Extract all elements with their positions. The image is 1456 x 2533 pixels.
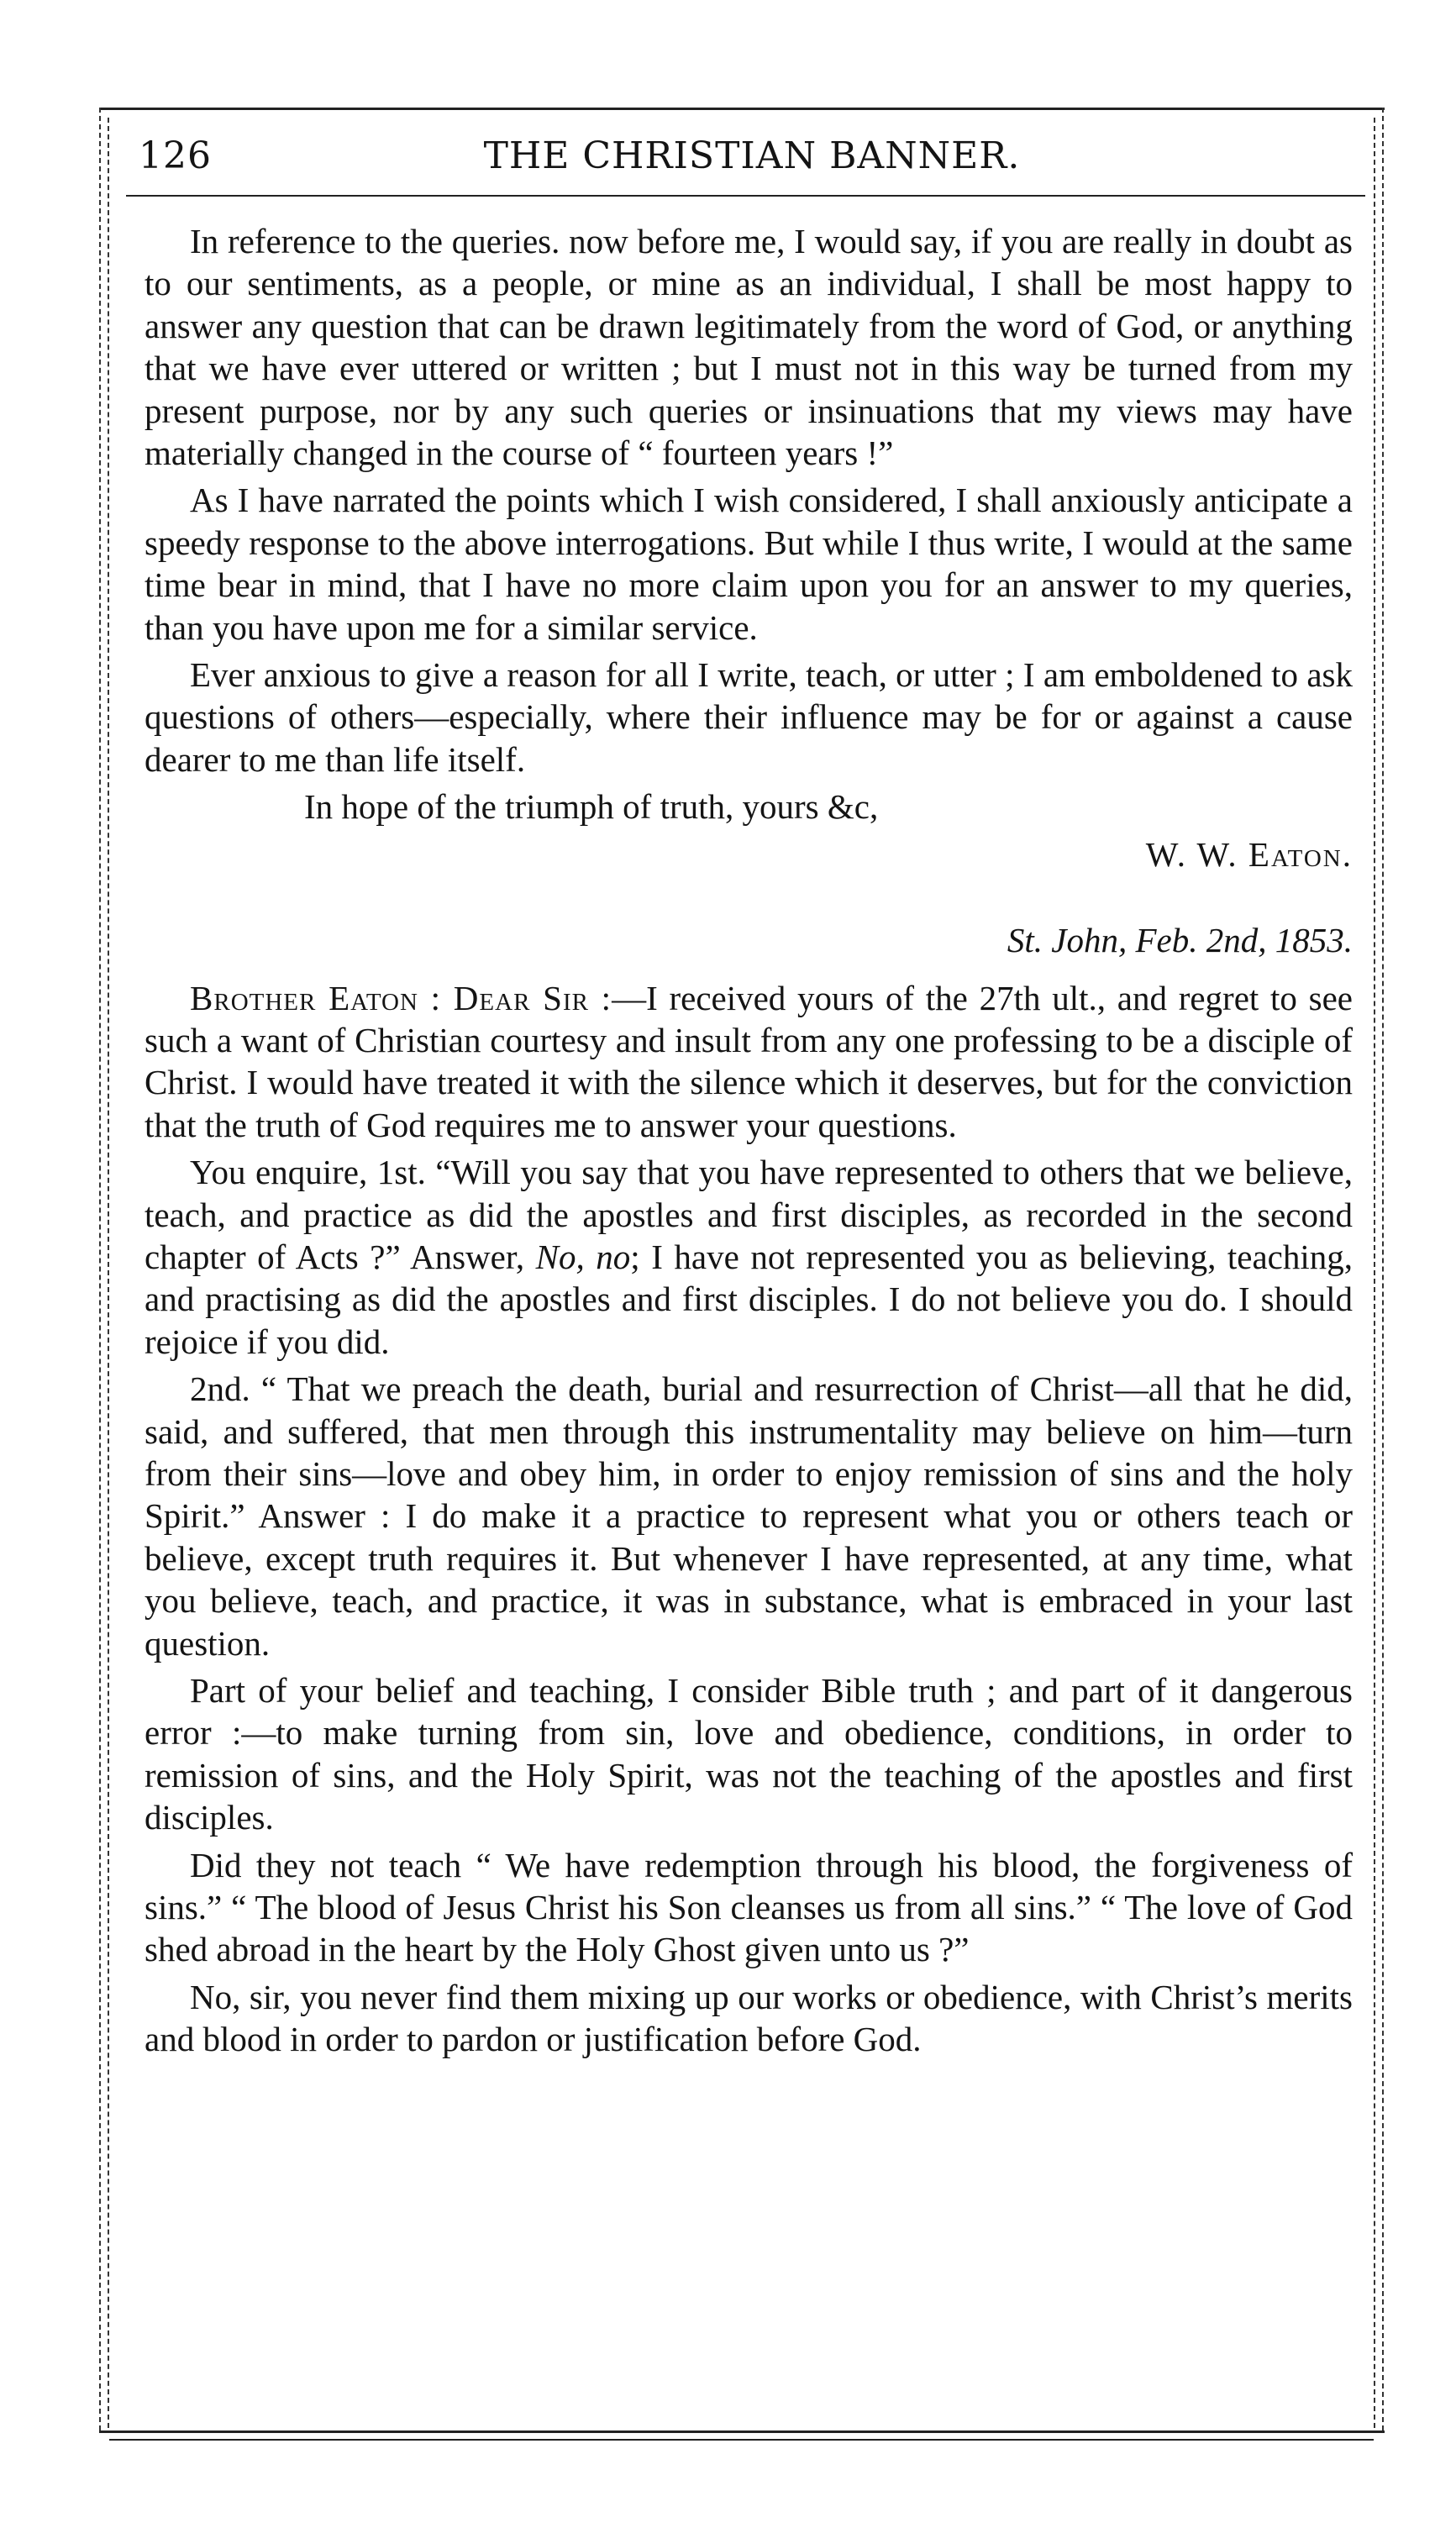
letter2-paragraph-2 bbox=[145, 1151, 1353, 1363]
letter2-dateline: St. John, Feb. 2nd, 1853. bbox=[1007, 921, 1353, 960]
left-margin-rule-inner bbox=[108, 118, 109, 2428]
running-header bbox=[139, 124, 1365, 192]
letter2-paragraph-1-text: —I received yours of the 27th ult., and regret to see such a want of Christian courtesy and insult from any one professing to be a disciple of Christ. I would have treated it with the silence which it deserves, but for the conviction that the truth of God requires me to answer your questions. bbox=[145, 978, 1353, 1144]
bottom-border-rule bbox=[99, 2431, 1385, 2433]
letter2-answer-emphasis: No, no bbox=[535, 1237, 631, 1276]
body-text bbox=[145, 220, 1353, 2066]
header-underline-rule bbox=[126, 195, 1365, 197]
letter2-paragraph-2-start: You enquire, 1st. “Will you say that you have represented to others that we believe, teach, and practice as did the apostles and first disciples, as recorded in the second chapter of Acts ?” Answer, bbox=[145, 1153, 1353, 1276]
letter2-paragraph-5: Did they not teach “ We have redemption through his blood, the forgiveness of sins.” “ The blood of Jesus Christ his Son cleanses us from all sins.” “ The love of God shed abroad in the heart by the Holy Ghost given unto us ?” bbox=[145, 1845, 1353, 1969]
left-margin-rule bbox=[99, 108, 101, 2431]
page-number: 126 bbox=[139, 134, 212, 177]
running-title: THE CHRISTIAN BANNER. bbox=[483, 134, 1021, 177]
letter2-paragraph-1 bbox=[145, 977, 1353, 1147]
right-margin-rule bbox=[1382, 108, 1384, 2431]
letter2-paragraph-4: Part of your belief and teaching, I consider Bible truth ; and part of it dangerous error :—to make turning from sin, love and obedience, conditions, in order to remission of sins, and the Holy Spirit, was not the teaching of the apostles and first disciples. bbox=[145, 1671, 1353, 1837]
top-border-rule bbox=[99, 108, 1385, 110]
letter2-paragraph-6: No, sir, you never find them mixing up our works or obedience, with Christ’s merits and blood in order to pardon or justification before God. bbox=[145, 1977, 1353, 2059]
letter2-salutation: Brother Eaton : Dear Sir : bbox=[190, 978, 612, 1017]
letter1-paragraph-3: Ever anxious to give a reason for all I write, teach, or utter ; I am emboldened to ask questions of others—especially, where their influence may be for or against a cause dearer to me than life itself. bbox=[145, 655, 1353, 779]
right-margin-rule-inner bbox=[1374, 118, 1375, 2428]
letter2-paragraph-2-end: ; I have not represented you as believing, teaching, and practising as did the apostles and first disciples. I do not believe you do. I should rejoice if you did. bbox=[145, 1237, 1353, 1361]
letter2-paragraph-3: 2nd. “ That we preach the death, burial and resurrection of Christ—all that he did, said, and suffered, that men through this instrumentality may believe on him—turn from their sins—love and obey him, in order to enjoy remission of sins and the holy Spirit.” Answer : I do make it a practice to represent what you or others teach or believe, except truth requires it. But whenever I have represented, at any time, what you believe, teach, and practice, it was in substance, what is embraced in your last question. bbox=[145, 1369, 1353, 1663]
letter1-signature: W. W. Eaton. bbox=[1145, 834, 1353, 874]
letter1-paragraph-2: As I have narrated the points which I wish considered, I shall anxiously anticipate a speedy response to the above interrogations. But while I thus write, I would at the same time bear in mind, that I have no more claim upon you for an answer to my queries, than you have upon me for a similar service. bbox=[145, 481, 1353, 647]
bottom-border-rule-inner bbox=[109, 2439, 1374, 2441]
letter1-closing: In hope of the triumph of truth, yours &c, bbox=[304, 787, 879, 827]
letter1-paragraph-1: In reference to the queries. now before me, I would say, if you are really in doubt as to our sentiments, as a people, or mine as an individual, I shall be most happy to answer any question that can be drawn legitimately from the word of God, or anything that we have ever uttered or written ; but I must not in this way be turned from my present purpose, nor by any such queries or insinuations that my views may have materially changed in the course of “ fourteen years !” bbox=[145, 222, 1353, 473]
